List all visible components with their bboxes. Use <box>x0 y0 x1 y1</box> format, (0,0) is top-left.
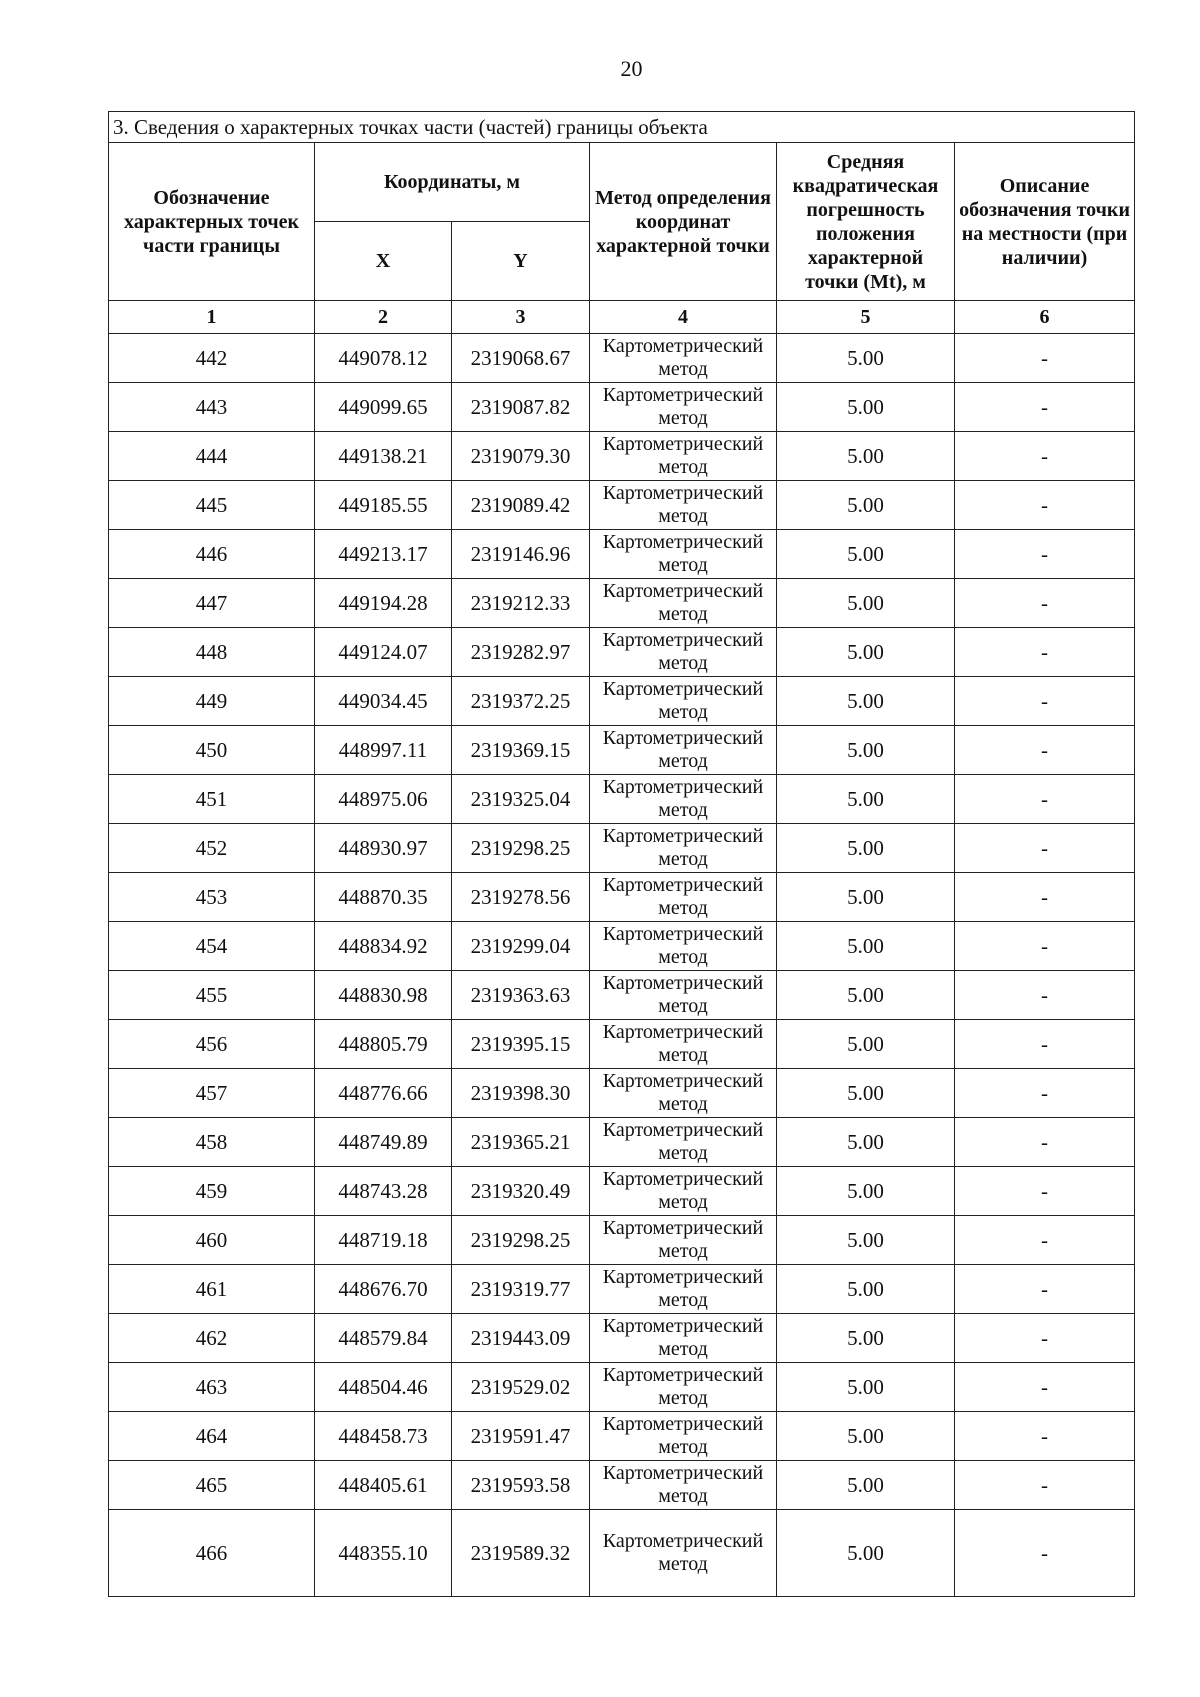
table-row <box>109 383 1135 432</box>
method-cell <box>590 1265 777 1314</box>
method-text-line2: метод <box>658 701 708 723</box>
table-row <box>109 334 1135 383</box>
x-coordinate-cell: 448405.61 <box>315 1461 452 1510</box>
method-cell <box>590 824 777 873</box>
method-text-line2: метод <box>658 995 708 1017</box>
x-coordinate-cell: 448930.97 <box>315 824 452 873</box>
table-row <box>109 1167 1135 1216</box>
point-id-cell: 454 <box>109 922 315 971</box>
method-text-line2: метод <box>658 1093 708 1115</box>
mean-error-cell: 5.00 <box>777 726 955 775</box>
description-cell: - <box>955 1363 1135 1412</box>
table-row <box>109 726 1135 775</box>
method-text-line2: метод <box>658 1387 708 1409</box>
mean-error-cell: 5.00 <box>777 971 955 1020</box>
y-coordinate-cell: 2319363.63 <box>452 971 590 1020</box>
y-coordinate-cell: 2319372.25 <box>452 677 590 726</box>
method-text-line2: метод <box>658 946 708 968</box>
method-text-line2: метод <box>658 848 708 870</box>
x-coordinate-cell: 448676.70 <box>315 1265 452 1314</box>
mean-error-cell: 5.00 <box>777 1461 955 1510</box>
mean-error-cell: 5.00 <box>777 1069 955 1118</box>
method-text-line2: метод <box>658 1289 708 1311</box>
method-text-line1: Картометрический <box>602 972 764 994</box>
y-coordinate-cell: 2319087.82 <box>452 383 590 432</box>
method-cell <box>590 1167 777 1216</box>
point-id-cell: 444 <box>109 432 315 481</box>
description-cell: - <box>955 1216 1135 1265</box>
x-coordinate-cell: 449124.07 <box>315 628 452 677</box>
point-id-cell: 461 <box>109 1265 315 1314</box>
x-coordinate-cell: 448743.28 <box>315 1167 452 1216</box>
y-coordinate-cell: 2319398.30 <box>452 1069 590 1118</box>
point-id-cell: 464 <box>109 1412 315 1461</box>
header-description: Описание обозначения точки на местности (при наличии) <box>955 143 1135 301</box>
mean-error-cell: 5.00 <box>777 1265 955 1314</box>
method-text-line2: метод <box>658 456 708 478</box>
table-row <box>109 628 1135 677</box>
mean-error-cell: 5.00 <box>777 481 955 530</box>
y-coordinate-cell: 2319298.25 <box>452 824 590 873</box>
description-cell: - <box>955 1020 1135 1069</box>
point-id-cell: 447 <box>109 579 315 628</box>
method-cell <box>590 1461 777 1510</box>
method-text-line1: Картометрический <box>602 678 764 700</box>
header-row-1 <box>109 143 1135 222</box>
description-cell: - <box>955 726 1135 775</box>
header-x: X <box>315 222 452 301</box>
point-id-cell: 459 <box>109 1167 315 1216</box>
description-cell: - <box>955 1167 1135 1216</box>
method-cell <box>590 1118 777 1167</box>
method-text-line1: Картометрический <box>602 1070 764 1092</box>
mean-error-cell: 5.00 <box>777 579 955 628</box>
header-mean-error: Средняя квадратическая погрешность положения характерной точки (Mt), м <box>777 143 955 301</box>
x-coordinate-cell: 448458.73 <box>315 1412 452 1461</box>
method-cell <box>590 1412 777 1461</box>
mean-error-cell: 5.00 <box>777 530 955 579</box>
column-number: 1 <box>109 301 315 334</box>
y-coordinate-cell: 2319320.49 <box>452 1167 590 1216</box>
method-cell <box>590 1020 777 1069</box>
y-coordinate-cell: 2319395.15 <box>452 1020 590 1069</box>
method-cell <box>590 1363 777 1412</box>
point-id-cell: 457 <box>109 1069 315 1118</box>
description-cell: - <box>955 1510 1135 1597</box>
mean-error-cell: 5.00 <box>777 1363 955 1412</box>
description-cell: - <box>955 530 1135 579</box>
point-id-cell: 451 <box>109 775 315 824</box>
description-cell: - <box>955 334 1135 383</box>
table-row <box>109 824 1135 873</box>
method-text-line2: метод <box>658 652 708 674</box>
method-text-line1: Картометрический <box>602 727 764 749</box>
x-coordinate-cell: 448749.89 <box>315 1118 452 1167</box>
table-row <box>109 1314 1135 1363</box>
method-text-line1: Картометрический <box>602 874 764 896</box>
description-cell: - <box>955 628 1135 677</box>
method-cell <box>590 628 777 677</box>
description-cell: - <box>955 1265 1135 1314</box>
method-text-line2: метод <box>658 603 708 625</box>
method-cell <box>590 726 777 775</box>
point-id-cell: 465 <box>109 1461 315 1510</box>
table-row <box>109 1020 1135 1069</box>
y-coordinate-cell: 2319146.96 <box>452 530 590 579</box>
point-id-cell: 450 <box>109 726 315 775</box>
method-text-line2: метод <box>658 750 708 772</box>
y-coordinate-cell: 2319319.77 <box>452 1265 590 1314</box>
method-text-line1: Картометрический <box>602 1021 764 1043</box>
method-text-line2: метод <box>658 505 708 527</box>
point-id-cell: 455 <box>109 971 315 1020</box>
method-cell <box>590 873 777 922</box>
table-row <box>109 1461 1135 1510</box>
x-coordinate-cell: 448805.79 <box>315 1020 452 1069</box>
method-text-line1: Картометрический <box>602 629 764 651</box>
table-row <box>109 1412 1135 1461</box>
mean-error-cell: 5.00 <box>777 1118 955 1167</box>
table-row <box>109 922 1135 971</box>
method-text-line1: Картометрический <box>602 1266 764 1288</box>
point-id-cell: 463 <box>109 1363 315 1412</box>
table-row <box>109 873 1135 922</box>
mean-error-cell: 5.00 <box>777 1167 955 1216</box>
x-coordinate-cell: 449185.55 <box>315 481 452 530</box>
point-id-cell: 453 <box>109 873 315 922</box>
point-id-cell: 449 <box>109 677 315 726</box>
method-text-line1: Картометрический <box>602 1168 764 1190</box>
table-row <box>109 971 1135 1020</box>
y-coordinate-cell: 2319298.25 <box>452 1216 590 1265</box>
y-coordinate-cell: 2319079.30 <box>452 432 590 481</box>
method-text-line1: Картометрический <box>602 776 764 798</box>
x-coordinate-cell: 449034.45 <box>315 677 452 726</box>
method-text-line2: метод <box>658 1191 708 1213</box>
header-method: Метод определения координат характерной точки <box>590 143 777 301</box>
x-coordinate-cell: 449078.12 <box>315 334 452 383</box>
method-cell <box>590 1216 777 1265</box>
method-text-line1: Картометрический <box>602 923 764 945</box>
method-cell <box>590 334 777 383</box>
x-coordinate-cell: 448579.84 <box>315 1314 452 1363</box>
description-cell: - <box>955 1461 1135 1510</box>
y-coordinate-cell: 2319591.47 <box>452 1412 590 1461</box>
point-id-cell: 442 <box>109 334 315 383</box>
table-row <box>109 775 1135 824</box>
header-y: Y <box>452 222 590 301</box>
mean-error-cell: 5.00 <box>777 1510 955 1597</box>
mean-error-cell: 5.00 <box>777 334 955 383</box>
mean-error-cell: 5.00 <box>777 1412 955 1461</box>
table-row <box>109 1118 1135 1167</box>
method-text-line1: Картометрический <box>602 531 764 553</box>
table-row <box>109 1069 1135 1118</box>
method-text-line1: Картометрический <box>602 825 764 847</box>
method-text-line2: метод <box>658 358 708 380</box>
x-coordinate-cell: 448504.46 <box>315 1363 452 1412</box>
x-coordinate-cell: 448975.06 <box>315 775 452 824</box>
description-cell: - <box>955 1118 1135 1167</box>
method-text-line2: метод <box>658 1142 708 1164</box>
column-number: 2 <box>315 301 452 334</box>
method-text-line1: Картометрический <box>602 1315 764 1337</box>
column-numbers-row <box>109 301 1135 334</box>
mean-error-cell: 5.00 <box>777 383 955 432</box>
method-text-line1: Картометрический <box>602 482 764 504</box>
point-id-cell: 446 <box>109 530 315 579</box>
x-coordinate-cell: 448776.66 <box>315 1069 452 1118</box>
y-coordinate-cell: 2319212.33 <box>452 579 590 628</box>
description-cell: - <box>955 579 1135 628</box>
point-id-cell: 443 <box>109 383 315 432</box>
y-coordinate-cell: 2319278.56 <box>452 873 590 922</box>
x-coordinate-cell: 448997.11 <box>315 726 452 775</box>
point-id-cell: 445 <box>109 481 315 530</box>
header-coordinates: Координаты, м <box>315 143 590 222</box>
method-cell <box>590 1314 777 1363</box>
x-coordinate-cell: 448355.10 <box>315 1510 452 1597</box>
method-cell <box>590 1510 777 1597</box>
description-cell: - <box>955 481 1135 530</box>
column-number: 6 <box>955 301 1135 334</box>
x-coordinate-cell: 449194.28 <box>315 579 452 628</box>
boundary-points-table <box>108 111 1135 1597</box>
column-number: 3 <box>452 301 590 334</box>
point-id-cell: 462 <box>109 1314 315 1363</box>
description-cell: - <box>955 922 1135 971</box>
y-coordinate-cell: 2319325.04 <box>452 775 590 824</box>
mean-error-cell: 5.00 <box>777 873 955 922</box>
method-text-line2: метод <box>658 897 708 919</box>
mean-error-cell: 5.00 <box>777 824 955 873</box>
y-coordinate-cell: 2319589.32 <box>452 1510 590 1597</box>
y-coordinate-cell: 2319068.67 <box>452 334 590 383</box>
point-id-cell: 460 <box>109 1216 315 1265</box>
method-text-line2: метод <box>658 1240 708 1262</box>
y-coordinate-cell: 2319365.21 <box>452 1118 590 1167</box>
section-title-row <box>109 112 1135 143</box>
header-point-designation: Обозначение характерных точек части границы <box>109 143 315 301</box>
table-row <box>109 677 1135 726</box>
method-text-line1: Картометрический <box>602 1119 764 1141</box>
mean-error-cell: 5.00 <box>777 922 955 971</box>
description-cell: - <box>955 677 1135 726</box>
method-text-line1: Картометрический <box>602 1364 764 1386</box>
section-title: 3. Сведения о характерных точках части (частей) границы объекта <box>109 112 1135 143</box>
column-number: 4 <box>590 301 777 334</box>
table-row <box>109 481 1135 530</box>
x-coordinate-cell: 448834.92 <box>315 922 452 971</box>
column-number: 5 <box>777 301 955 334</box>
x-coordinate-cell: 449138.21 <box>315 432 452 481</box>
mean-error-cell: 5.00 <box>777 1314 955 1363</box>
method-cell <box>590 922 777 971</box>
method-cell <box>590 481 777 530</box>
method-cell <box>590 1069 777 1118</box>
description-cell: - <box>955 775 1135 824</box>
method-text-line2: метод <box>658 554 708 576</box>
method-text-line1: Картометрический <box>602 1530 764 1552</box>
description-cell: - <box>955 824 1135 873</box>
method-text-line1: Картометрический <box>602 384 764 406</box>
mean-error-cell: 5.00 <box>777 432 955 481</box>
method-cell <box>590 432 777 481</box>
mean-error-cell: 5.00 <box>777 628 955 677</box>
point-id-cell: 456 <box>109 1020 315 1069</box>
method-cell <box>590 971 777 1020</box>
point-id-cell: 448 <box>109 628 315 677</box>
description-cell: - <box>955 383 1135 432</box>
method-text-line1: Картометрический <box>602 1462 764 1484</box>
y-coordinate-cell: 2319299.04 <box>452 922 590 971</box>
x-coordinate-cell: 448719.18 <box>315 1216 452 1265</box>
description-cell: - <box>955 873 1135 922</box>
table-row <box>109 530 1135 579</box>
method-cell <box>590 579 777 628</box>
x-coordinate-cell: 449099.65 <box>315 383 452 432</box>
method-text-line1: Картометрический <box>602 335 764 357</box>
method-text-line2: метод <box>658 1338 708 1360</box>
point-id-cell: 452 <box>109 824 315 873</box>
y-coordinate-cell: 2319529.02 <box>452 1363 590 1412</box>
method-text-line1: Картометрический <box>602 433 764 455</box>
mean-error-cell: 5.00 <box>777 677 955 726</box>
method-text-line1: Картометрический <box>602 580 764 602</box>
y-coordinate-cell: 2319089.42 <box>452 481 590 530</box>
method-cell <box>590 383 777 432</box>
table-row <box>109 579 1135 628</box>
method-cell <box>590 530 777 579</box>
table-row <box>109 432 1135 481</box>
y-coordinate-cell: 2319282.97 <box>452 628 590 677</box>
method-text-line2: метод <box>658 1553 708 1575</box>
table-row <box>109 1216 1135 1265</box>
table-row <box>109 1363 1135 1412</box>
description-cell: - <box>955 1314 1135 1363</box>
description-cell: - <box>955 432 1135 481</box>
description-cell: - <box>955 1412 1135 1461</box>
page-number: 20 <box>620 56 643 81</box>
method-cell <box>590 775 777 824</box>
method-text-line2: метод <box>658 407 708 429</box>
table-row <box>109 1265 1135 1314</box>
method-text-line2: метод <box>658 1485 708 1507</box>
method-text-line2: метод <box>658 1044 708 1066</box>
mean-error-cell: 5.00 <box>777 1020 955 1069</box>
method-text-line2: метод <box>658 799 708 821</box>
mean-error-cell: 5.00 <box>777 1216 955 1265</box>
x-coordinate-cell: 448830.98 <box>315 971 452 1020</box>
mean-error-cell: 5.00 <box>777 775 955 824</box>
method-cell <box>590 677 777 726</box>
description-cell: - <box>955 971 1135 1020</box>
point-id-cell: 466 <box>109 1510 315 1597</box>
x-coordinate-cell: 449213.17 <box>315 530 452 579</box>
method-text-line2: метод <box>658 1436 708 1458</box>
table-row <box>109 1510 1135 1597</box>
y-coordinate-cell: 2319443.09 <box>452 1314 590 1363</box>
point-id-cell: 458 <box>109 1118 315 1167</box>
y-coordinate-cell: 2319593.58 <box>452 1461 590 1510</box>
method-text-line1: Картометрический <box>602 1217 764 1239</box>
x-coordinate-cell: 448870.35 <box>315 873 452 922</box>
y-coordinate-cell: 2319369.15 <box>452 726 590 775</box>
description-cell: - <box>955 1069 1135 1118</box>
method-text-line1: Картометрический <box>602 1413 764 1435</box>
